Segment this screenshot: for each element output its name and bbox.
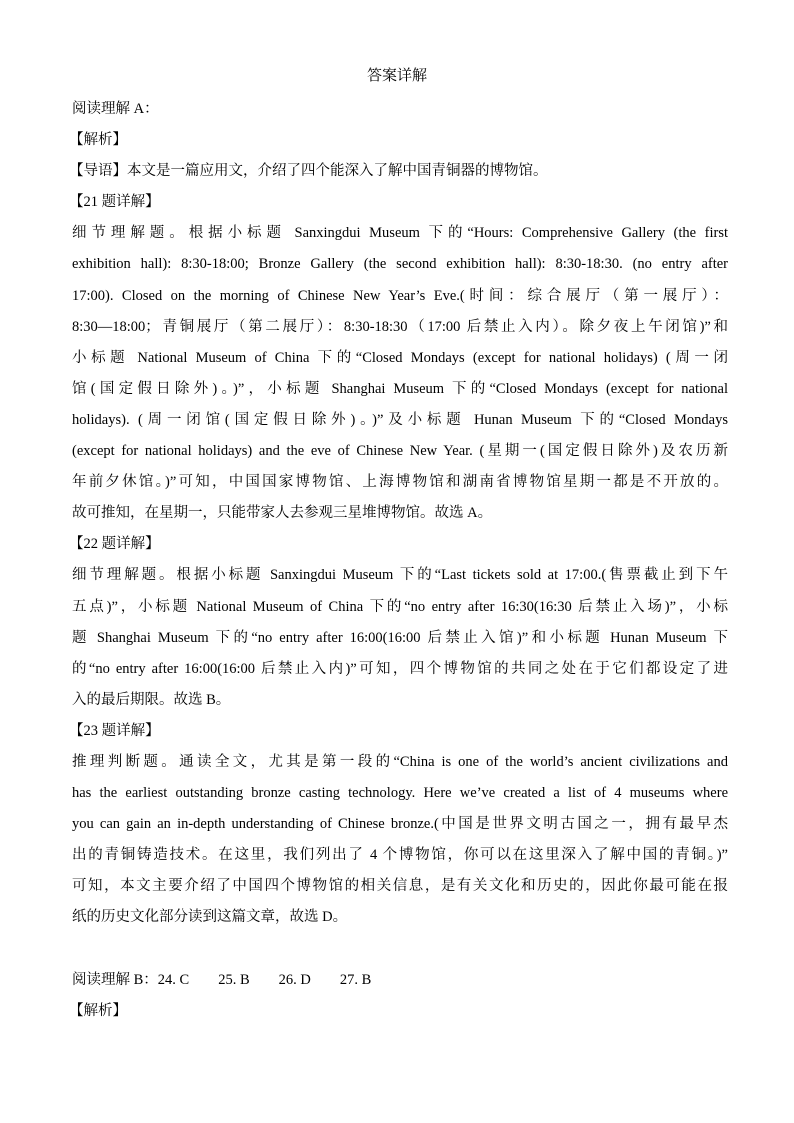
q23-heading: 【23 题详解】: [69, 722, 160, 739]
q21-text-line: 馆(国定假日除外)。)”，小标题 Shanghai Museum 下的“Closed Mondays (except for national: [72, 380, 728, 397]
section-label-reading-a: 阅读理解 A：: [72, 101, 159, 117]
q22-text-line: 五点)”，小标题 National Museum of China 下的“no entry after 16:30(16:30 后禁止入场)”，小标: [72, 598, 728, 615]
q22-text-line: 的“no entry after 16:00(16:00 后禁止入内)”可知，四个博物馆的共同之处在于它们都设定了进: [72, 660, 728, 677]
answer-explanation-body: [69, 97, 728, 1030]
q21-text-line: (except for national holidays) and the eve of Chinese New Year. (星期一(国定假日除外)及农历新: [72, 443, 728, 460]
q21-text-line: 故可推知，在星期一，只能带家人去参观三星堆博物馆。故选 A。: [72, 505, 493, 522]
q22-text-line: 题 Shanghai Museum 下的“no entry after 16:00(16:00 后禁止入馆)”和小标题 Hunan Museum 下: [72, 629, 728, 646]
q21-text-line: 8:30—18:00；青铜展厅（第二展厅）：8:30-18:30（17:00 后禁止入内）。除夕夜上午闭馆)”和: [72, 318, 728, 335]
q21-text-line: 小标题 National Museum of China 下的“Closed Mondays (except for national holidays) (周一闭: [72, 349, 728, 366]
blank-line: [72, 937, 728, 968]
guide-paragraph: 【导语】本文是一篇应用文，介绍了四个能深入了解中国青铜器的博物馆。: [69, 163, 548, 180]
page-title: 答案详解: [366, 68, 427, 84]
q21-text-line: 年前夕休馆。)”可知，中国国家博物馆、上海博物馆和湖南省博物馆星期一都是不开放的。: [72, 474, 728, 491]
q22-text-line: 细节理解题。根据小标题 Sanxingdui Museum 下的“Last tickets sold at 17:00.(售票截止到下午: [72, 567, 728, 584]
section-label-reading-b-answers: 阅读理解 B：24. C 25. B 26. D 27. B: [72, 971, 372, 988]
q23-text-line: 出的青铜铸造技术。在这里，我们列出了 4 个博物馆，你可以在这里深入了解中国的青铜。)”: [72, 847, 728, 864]
q23-text-line: 纸的历史文化部分读到这篇文章，故选 D。: [72, 909, 348, 926]
q21-text-line: exhibition hall): 8:30-18:00; Bronze Gallery (the second exhibition hall): 8:30-18:30. (no entry after: [72, 256, 728, 273]
q21-text-line: 细节理解题。根据小标题 Sanxingdui Museum 下的“Hours: Comprehensive Gallery (the first: [72, 225, 728, 242]
q23-text-line: has the earliest outstanding bronze casting technology. Here we’ve created a list of 4 museums where: [72, 785, 728, 802]
q22-text-line: 入的最后期限。故选 B。: [72, 691, 231, 708]
q21-text-line: holidays). (周一闭馆(国定假日除外)。)”及小标题 Hunan Museum 下的“Closed Mondays: [72, 411, 728, 428]
q22-heading: 【22 题详解】: [69, 536, 160, 553]
analysis-heading: 【解析】: [69, 132, 127, 149]
q23-text-line: 可知，本文主要介绍了中国四个博物馆的相关信息，是有关文化和历史的，因此你最可能在报: [72, 878, 728, 895]
analysis-heading-b: 【解析】: [69, 1002, 127, 1019]
q23-text-line: you can gain an in-depth understanding of Chinese bronze.(中国是世界文明古国之一，拥有最早杰: [72, 816, 728, 833]
q21-text-line: 17:00). Closed on the morning of Chinese New Year’s Eve.(时间：综合展厅（第一展厅）：: [72, 287, 728, 304]
q21-heading: 【21 题详解】: [69, 194, 160, 211]
q23-text-line: 推理判断题。通读全文，尤其是第一段的“China is one of the world’s ancient civilizations and: [72, 753, 728, 770]
